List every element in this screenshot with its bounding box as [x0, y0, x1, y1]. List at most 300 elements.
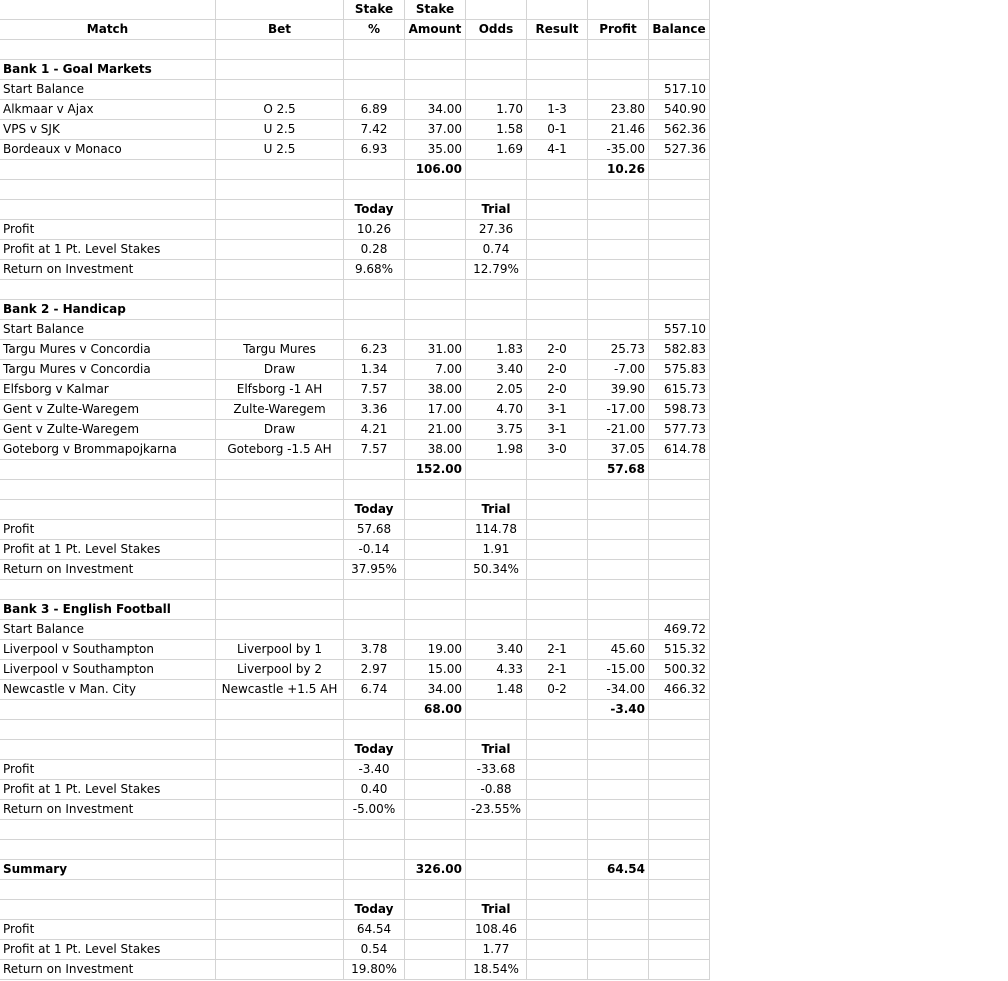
bet-result[interactable]: 4-1 [527, 140, 588, 160]
stat-label[interactable]: Profit at 1 Pt. Level Stakes [0, 940, 216, 960]
stat-label[interactable]: Profit [0, 520, 216, 540]
cell[interactable] [216, 560, 344, 580]
cell[interactable] [344, 820, 405, 840]
cell[interactable] [216, 540, 344, 560]
cell[interactable] [216, 960, 344, 980]
stat-trial[interactable]: 0.74 [466, 240, 527, 260]
cell[interactable] [216, 180, 344, 200]
cell[interactable] [0, 500, 216, 520]
bet-balance[interactable]: 500.32 [649, 660, 710, 680]
summary-title[interactable]: Summary [0, 860, 216, 880]
bet-match[interactable]: Alkmaar v Ajax [0, 100, 216, 120]
bet-profit[interactable]: 45.60 [588, 640, 649, 660]
stat-trial[interactable]: 18.54% [466, 960, 527, 980]
bet-stake-pct[interactable]: 7.42 [344, 120, 405, 140]
stat-today[interactable]: 19.80% [344, 960, 405, 980]
cell[interactable] [527, 900, 588, 920]
stat-trial[interactable]: 1.91 [466, 540, 527, 560]
bet-odds[interactable]: 1.48 [466, 680, 527, 700]
cell[interactable] [649, 840, 710, 860]
cell[interactable] [588, 60, 649, 80]
cell[interactable] [216, 200, 344, 220]
cell[interactable] [466, 820, 527, 840]
bet-profit[interactable]: 25.73 [588, 340, 649, 360]
bet-stake-amount[interactable]: 31.00 [405, 340, 466, 360]
bet-stake-amount[interactable]: 21.00 [405, 420, 466, 440]
cell[interactable] [527, 180, 588, 200]
cell[interactable] [588, 320, 649, 340]
cell[interactable] [216, 760, 344, 780]
cell[interactable] [588, 300, 649, 320]
cell[interactable] [649, 160, 710, 180]
cell[interactable] [588, 820, 649, 840]
col-header-balance[interactable]: Balance [649, 20, 710, 40]
today-header[interactable]: Today [344, 900, 405, 920]
bet-balance[interactable]: 575.83 [649, 360, 710, 380]
cell[interactable] [527, 720, 588, 740]
cell[interactable] [527, 920, 588, 940]
bet-stake-amount[interactable]: 38.00 [405, 440, 466, 460]
cell[interactable] [588, 600, 649, 620]
cell[interactable] [405, 280, 466, 300]
cell[interactable] [649, 280, 710, 300]
cell[interactable] [527, 880, 588, 900]
start-balance-label[interactable]: Start Balance [0, 80, 216, 100]
cell[interactable] [216, 0, 344, 20]
cell[interactable] [344, 700, 405, 720]
bet-result[interactable]: 1-3 [527, 100, 588, 120]
col-header-odds[interactable]: Odds [466, 20, 527, 40]
bet-stake-pct[interactable]: 6.89 [344, 100, 405, 120]
bet-profit[interactable]: -35.00 [588, 140, 649, 160]
cell[interactable] [466, 580, 527, 600]
stat-label[interactable]: Profit at 1 Pt. Level Stakes [0, 540, 216, 560]
stat-today[interactable]: -0.14 [344, 540, 405, 560]
cell[interactable] [649, 580, 710, 600]
bank-total-stake[interactable]: 152.00 [405, 460, 466, 480]
stat-trial[interactable]: 27.36 [466, 220, 527, 240]
trial-header[interactable]: Trial [466, 740, 527, 760]
cell[interactable] [527, 240, 588, 260]
bank-total-stake[interactable]: 106.00 [405, 160, 466, 180]
stat-trial[interactable]: 50.34% [466, 560, 527, 580]
today-header[interactable]: Today [344, 200, 405, 220]
bet-result[interactable]: 2-1 [527, 660, 588, 680]
cell[interactable] [0, 740, 216, 760]
bet-profit[interactable]: -34.00 [588, 680, 649, 700]
cell[interactable] [466, 180, 527, 200]
stat-today[interactable]: 9.68% [344, 260, 405, 280]
cell[interactable] [466, 60, 527, 80]
cell[interactable] [527, 300, 588, 320]
cell[interactable] [216, 60, 344, 80]
bet-odds[interactable]: 4.70 [466, 400, 527, 420]
cell[interactable] [405, 960, 466, 980]
cell[interactable] [588, 740, 649, 760]
cell[interactable] [216, 800, 344, 820]
cell[interactable] [588, 200, 649, 220]
bet-selection[interactable]: Liverpool by 1 [216, 640, 344, 660]
cell[interactable] [216, 160, 344, 180]
cell[interactable] [466, 460, 527, 480]
cell[interactable] [649, 720, 710, 740]
bet-balance[interactable]: 598.73 [649, 400, 710, 420]
cell[interactable] [588, 240, 649, 260]
cell[interactable] [216, 600, 344, 620]
cell[interactable] [405, 480, 466, 500]
cell[interactable] [649, 600, 710, 620]
cell[interactable] [649, 200, 710, 220]
cell[interactable] [344, 620, 405, 640]
cell[interactable] [405, 580, 466, 600]
bet-selection[interactable]: O 2.5 [216, 100, 344, 120]
cell[interactable] [216, 740, 344, 760]
cell[interactable] [216, 820, 344, 840]
cell[interactable] [527, 40, 588, 60]
start-balance-label[interactable]: Start Balance [0, 620, 216, 640]
cell[interactable] [527, 220, 588, 240]
cell[interactable] [0, 200, 216, 220]
cell[interactable] [405, 320, 466, 340]
cell[interactable] [405, 260, 466, 280]
cell[interactable] [405, 820, 466, 840]
cell[interactable] [216, 720, 344, 740]
bet-stake-pct[interactable]: 4.21 [344, 420, 405, 440]
cell[interactable] [466, 860, 527, 880]
stat-label[interactable]: Profit [0, 760, 216, 780]
cell[interactable] [649, 540, 710, 560]
cell[interactable] [588, 920, 649, 940]
bank-total-profit[interactable]: -3.40 [588, 700, 649, 720]
bet-profit[interactable]: -15.00 [588, 660, 649, 680]
cell[interactable] [344, 600, 405, 620]
cell[interactable] [405, 940, 466, 960]
cell[interactable] [405, 60, 466, 80]
cell[interactable] [649, 900, 710, 920]
cell[interactable] [649, 180, 710, 200]
cell[interactable] [588, 560, 649, 580]
cell[interactable] [649, 740, 710, 760]
cell[interactable] [216, 480, 344, 500]
cell[interactable] [344, 320, 405, 340]
cell[interactable] [466, 600, 527, 620]
cell[interactable] [527, 200, 588, 220]
stat-today[interactable]: 10.26 [344, 220, 405, 240]
cell[interactable] [527, 800, 588, 820]
cell[interactable] [588, 720, 649, 740]
bet-match[interactable]: Gent v Zulte-Waregem [0, 400, 216, 420]
start-balance-value[interactable]: 557.10 [649, 320, 710, 340]
cell[interactable] [0, 280, 216, 300]
bet-stake-amount[interactable]: 15.00 [405, 660, 466, 680]
bet-stake-amount[interactable]: 17.00 [405, 400, 466, 420]
bet-profit[interactable]: 21.46 [588, 120, 649, 140]
bet-selection[interactable]: Zulte-Waregem [216, 400, 344, 420]
cell[interactable] [466, 720, 527, 740]
col-header-bet[interactable]: Bet [216, 20, 344, 40]
bet-profit[interactable]: 39.90 [588, 380, 649, 400]
bet-stake-amount[interactable]: 19.00 [405, 640, 466, 660]
cell[interactable] [405, 40, 466, 60]
bet-profit[interactable]: 23.80 [588, 100, 649, 120]
cell[interactable] [405, 500, 466, 520]
trial-header[interactable]: Trial [466, 500, 527, 520]
cell[interactable] [466, 300, 527, 320]
bet-odds[interactable]: 3.40 [466, 360, 527, 380]
cell[interactable] [527, 700, 588, 720]
bet-stake-amount[interactable]: 34.00 [405, 680, 466, 700]
cell[interactable] [649, 560, 710, 580]
cell[interactable] [216, 860, 344, 880]
bank-total-profit[interactable]: 10.26 [588, 160, 649, 180]
cell[interactable] [527, 480, 588, 500]
cell[interactable] [216, 280, 344, 300]
cell[interactable] [405, 720, 466, 740]
bet-odds[interactable]: 1.98 [466, 440, 527, 460]
stat-trial[interactable]: -0.88 [466, 780, 527, 800]
cell[interactable] [216, 220, 344, 240]
bet-match[interactable]: Newcastle v Man. City [0, 680, 216, 700]
cell[interactable] [405, 520, 466, 540]
trial-header[interactable]: Trial [466, 900, 527, 920]
cell[interactable] [527, 60, 588, 80]
bet-result[interactable]: 3-1 [527, 420, 588, 440]
bet-odds[interactable]: 1.69 [466, 140, 527, 160]
cell[interactable] [344, 840, 405, 860]
cell[interactable] [344, 180, 405, 200]
cell[interactable] [588, 840, 649, 860]
bet-match[interactable]: Bordeaux v Monaco [0, 140, 216, 160]
cell[interactable] [344, 160, 405, 180]
stat-label[interactable]: Profit [0, 920, 216, 940]
cell[interactable] [216, 240, 344, 260]
cell[interactable] [588, 880, 649, 900]
cell[interactable] [649, 700, 710, 720]
bet-balance[interactable]: 614.78 [649, 440, 710, 460]
cell[interactable] [405, 920, 466, 940]
cell[interactable] [216, 80, 344, 100]
cell[interactable] [588, 220, 649, 240]
bet-profit[interactable]: -17.00 [588, 400, 649, 420]
bet-result[interactable]: 0-2 [527, 680, 588, 700]
summary-total-stake[interactable]: 326.00 [405, 860, 466, 880]
bet-odds[interactable]: 2.05 [466, 380, 527, 400]
bet-result[interactable]: 2-1 [527, 640, 588, 660]
bet-stake-amount[interactable]: 38.00 [405, 380, 466, 400]
cell[interactable] [405, 740, 466, 760]
bank-total-stake[interactable]: 68.00 [405, 700, 466, 720]
stat-trial[interactable]: 108.46 [466, 920, 527, 940]
cell[interactable] [216, 700, 344, 720]
bet-stake-pct[interactable]: 3.78 [344, 640, 405, 660]
cell[interactable] [649, 940, 710, 960]
bet-stake-pct[interactable]: 6.93 [344, 140, 405, 160]
stat-label[interactable]: Profit at 1 Pt. Level Stakes [0, 240, 216, 260]
today-header[interactable]: Today [344, 740, 405, 760]
bet-stake-amount[interactable]: 35.00 [405, 140, 466, 160]
cell[interactable] [649, 880, 710, 900]
bet-odds[interactable]: 1.70 [466, 100, 527, 120]
bet-stake-amount[interactable]: 34.00 [405, 100, 466, 120]
cell[interactable] [216, 500, 344, 520]
bet-result[interactable]: 3-0 [527, 440, 588, 460]
stat-trial[interactable]: -23.55% [466, 800, 527, 820]
cell[interactable] [527, 820, 588, 840]
cell[interactable] [405, 220, 466, 240]
cell[interactable] [588, 900, 649, 920]
cell[interactable] [216, 300, 344, 320]
bet-match[interactable]: Liverpool v Southampton [0, 640, 216, 660]
cell[interactable] [527, 80, 588, 100]
cell[interactable] [0, 480, 216, 500]
stat-label[interactable]: Return on Investment [0, 560, 216, 580]
cell[interactable] [405, 560, 466, 580]
stat-label[interactable]: Return on Investment [0, 960, 216, 980]
cell[interactable] [216, 900, 344, 920]
col-header-stake-pct-top[interactable]: Stake [344, 0, 405, 20]
cell[interactable] [0, 720, 216, 740]
cell[interactable] [405, 840, 466, 860]
col-header-result[interactable]: Result [527, 20, 588, 40]
cell[interactable] [344, 300, 405, 320]
bet-match[interactable]: Gent v Zulte-Waregem [0, 420, 216, 440]
col-header-stake-amount[interactable]: Amount [405, 20, 466, 40]
cell[interactable] [588, 40, 649, 60]
cell[interactable] [649, 500, 710, 520]
cell[interactable] [527, 620, 588, 640]
cell[interactable] [344, 80, 405, 100]
cell[interactable] [344, 480, 405, 500]
bet-result[interactable]: 0-1 [527, 120, 588, 140]
cell[interactable] [588, 0, 649, 20]
cell[interactable] [466, 840, 527, 860]
col-header-match[interactable]: Match [0, 20, 216, 40]
today-header[interactable]: Today [344, 500, 405, 520]
col-header-stake-pct[interactable]: % [344, 20, 405, 40]
cell[interactable] [588, 500, 649, 520]
cell[interactable] [527, 500, 588, 520]
cell[interactable] [0, 820, 216, 840]
cell[interactable] [649, 920, 710, 940]
stat-today[interactable]: 0.28 [344, 240, 405, 260]
bet-balance[interactable]: 615.73 [649, 380, 710, 400]
cell[interactable] [649, 240, 710, 260]
cell[interactable] [405, 900, 466, 920]
cell[interactable] [466, 40, 527, 60]
start-balance-value[interactable]: 517.10 [649, 80, 710, 100]
cell[interactable] [527, 940, 588, 960]
cell[interactable] [216, 260, 344, 280]
cell[interactable] [0, 160, 216, 180]
bet-stake-pct[interactable]: 6.23 [344, 340, 405, 360]
bet-stake-pct[interactable]: 7.57 [344, 440, 405, 460]
cell[interactable] [216, 320, 344, 340]
cell[interactable] [405, 620, 466, 640]
cell[interactable] [405, 80, 466, 100]
cell[interactable] [649, 40, 710, 60]
bet-balance[interactable]: 527.36 [649, 140, 710, 160]
summary-total-profit[interactable]: 64.54 [588, 860, 649, 880]
cell[interactable] [527, 560, 588, 580]
bet-profit[interactable]: 37.05 [588, 440, 649, 460]
cell[interactable] [466, 880, 527, 900]
cell[interactable] [527, 960, 588, 980]
cell[interactable] [344, 460, 405, 480]
cell[interactable] [0, 460, 216, 480]
stat-label[interactable]: Return on Investment [0, 800, 216, 820]
cell[interactable] [344, 40, 405, 60]
cell[interactable] [527, 460, 588, 480]
bet-match[interactable]: Elfsborg v Kalmar [0, 380, 216, 400]
bet-selection[interactable]: Draw [216, 420, 344, 440]
cell[interactable] [344, 880, 405, 900]
bank-title[interactable]: Bank 2 - Handicap [0, 300, 216, 320]
cell[interactable] [527, 580, 588, 600]
cell[interactable] [649, 480, 710, 500]
bet-stake-pct[interactable]: 2.97 [344, 660, 405, 680]
cell[interactable] [216, 580, 344, 600]
cell[interactable] [527, 260, 588, 280]
bet-odds[interactable]: 4.33 [466, 660, 527, 680]
cell[interactable] [649, 800, 710, 820]
bet-selection[interactable]: U 2.5 [216, 140, 344, 160]
col-header-profit[interactable]: Profit [588, 20, 649, 40]
bet-odds[interactable]: 3.40 [466, 640, 527, 660]
start-balance-value[interactable]: 469.72 [649, 620, 710, 640]
cell[interactable] [0, 700, 216, 720]
cell[interactable] [0, 0, 216, 20]
bet-stake-pct[interactable]: 6.74 [344, 680, 405, 700]
trial-header[interactable]: Trial [466, 200, 527, 220]
stat-label[interactable]: Return on Investment [0, 260, 216, 280]
cell[interactable] [588, 80, 649, 100]
bet-result[interactable]: 2-0 [527, 360, 588, 380]
stat-today[interactable]: 57.68 [344, 520, 405, 540]
stat-trial[interactable]: 1.77 [466, 940, 527, 960]
bet-result[interactable]: 2-0 [527, 380, 588, 400]
cell[interactable] [527, 540, 588, 560]
cell[interactable] [216, 880, 344, 900]
cell[interactable] [0, 880, 216, 900]
bank-title[interactable]: Bank 3 - English Football [0, 600, 216, 620]
cell[interactable] [216, 620, 344, 640]
cell[interactable] [405, 760, 466, 780]
cell[interactable] [588, 760, 649, 780]
cell[interactable] [466, 320, 527, 340]
cell[interactable] [405, 880, 466, 900]
cell[interactable] [649, 860, 710, 880]
cell[interactable] [527, 520, 588, 540]
cell[interactable] [466, 0, 527, 20]
stat-today[interactable]: 0.54 [344, 940, 405, 960]
start-balance-label[interactable]: Start Balance [0, 320, 216, 340]
cell[interactable] [527, 760, 588, 780]
cell[interactable] [216, 940, 344, 960]
cell[interactable] [405, 780, 466, 800]
cell[interactable] [649, 780, 710, 800]
cell[interactable] [0, 840, 216, 860]
bet-balance[interactable]: 562.36 [649, 120, 710, 140]
bet-stake-pct[interactable]: 1.34 [344, 360, 405, 380]
bet-odds[interactable]: 1.83 [466, 340, 527, 360]
cell[interactable] [344, 720, 405, 740]
cell[interactable] [216, 920, 344, 940]
bet-odds[interactable]: 3.75 [466, 420, 527, 440]
cell[interactable] [527, 860, 588, 880]
cell[interactable] [405, 180, 466, 200]
cell[interactable] [216, 840, 344, 860]
stat-today[interactable]: 0.40 [344, 780, 405, 800]
